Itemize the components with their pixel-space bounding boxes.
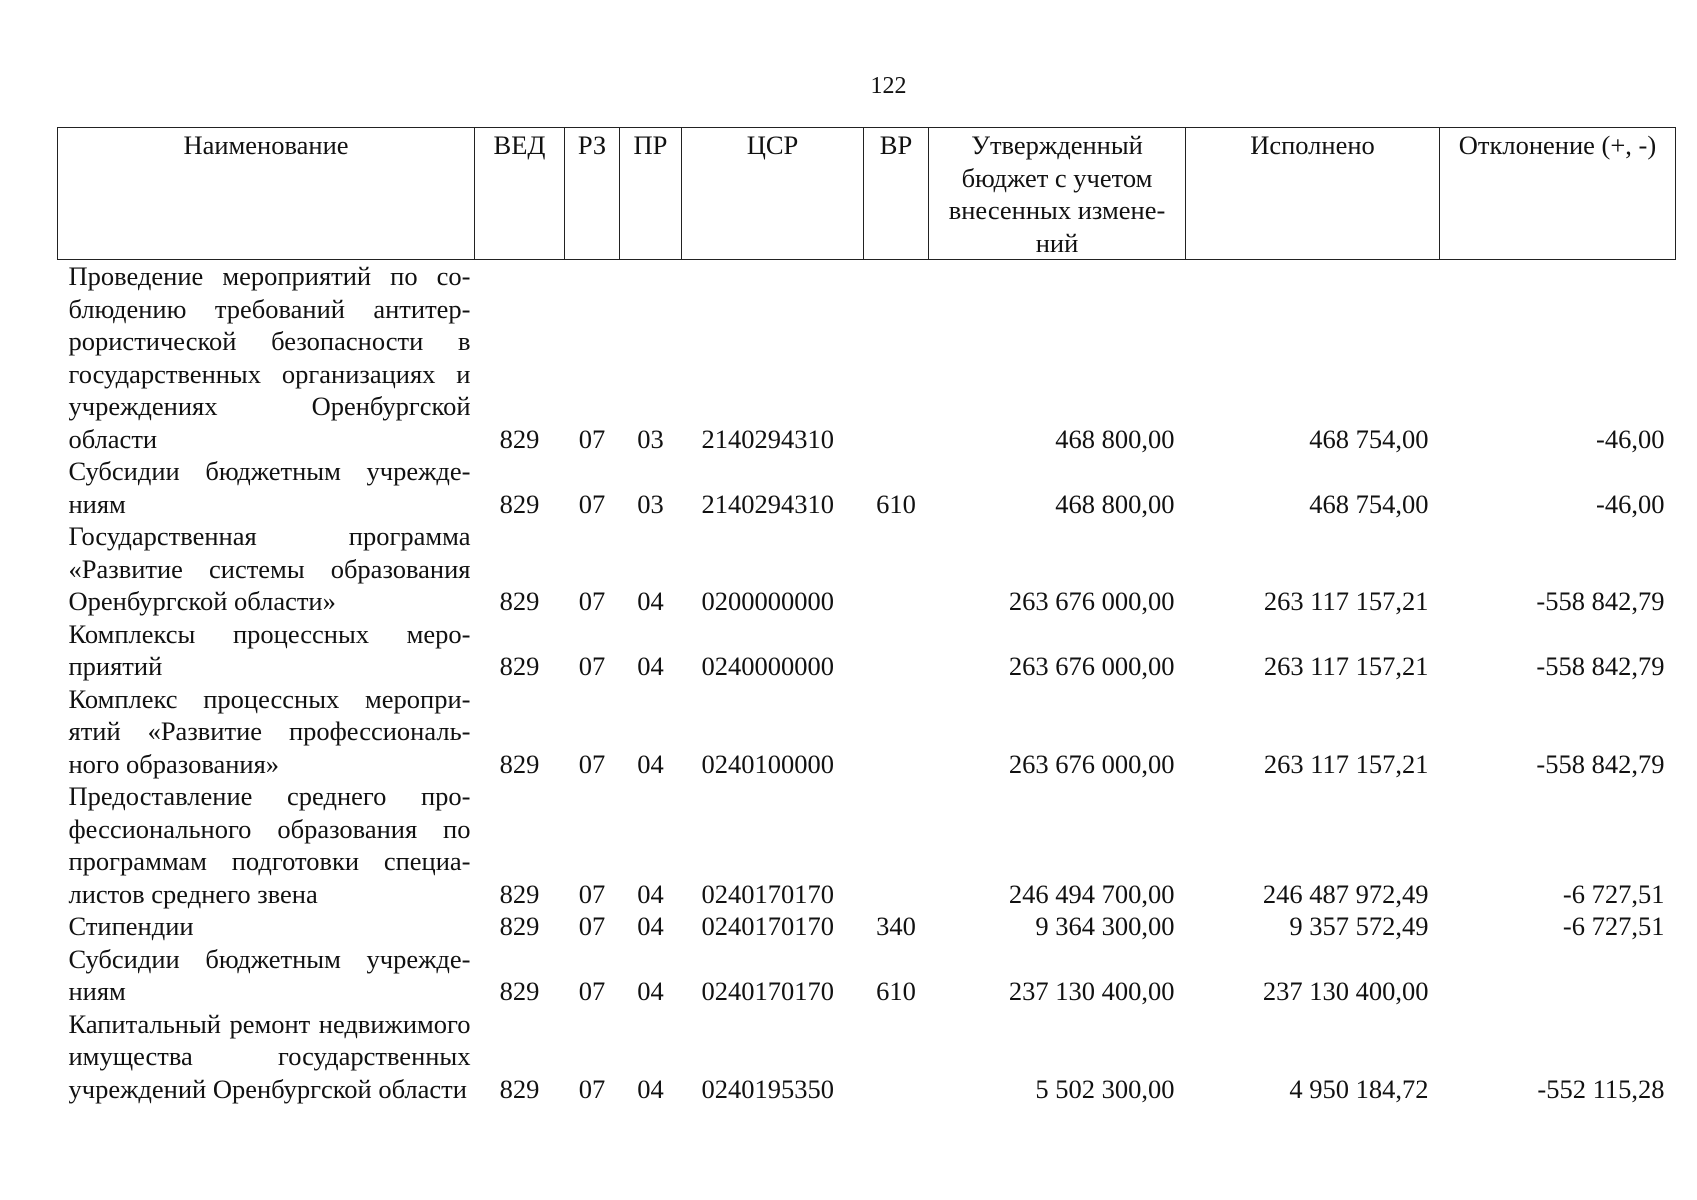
row-pr: 03 [637,423,664,454]
row-deviation: -46,00 [1596,488,1665,519]
row-executed: 9 357 572,49 [1289,911,1429,941]
row-ved: 829 [499,1073,540,1104]
row-csr: 0240170170 [701,911,834,941]
row-vr [864,683,929,781]
header-csr: ЦСР [682,128,864,260]
row-pr: 04 [637,1073,664,1104]
row-deviation: -552 115,28 [1537,1073,1665,1104]
row-vr [864,618,929,683]
row-executed: 263 117 157,21 [1263,586,1429,616]
row-approved: 468 800,00 [1055,488,1175,519]
row-vr [864,1008,929,1106]
row-approved: 468 800,00 [1055,423,1175,454]
row-csr: 0240195350 [701,1073,834,1104]
row-rz: 07 [578,748,606,779]
row-csr: 0240100000 [701,748,834,779]
header-ved: ВЕД [475,128,565,260]
row-rz: 07 [578,423,606,454]
header-approved-budget: Утвержденный бюджет с учетом внесенных изменений [929,128,1186,260]
table-row [58,943,1676,1008]
header-rz: РЗ [565,128,620,260]
row-approved: 5 502 300,00 [1035,1073,1175,1104]
row-deviation: -6 727,51 [1562,878,1665,909]
row-executed: 246 487 972,49 [1262,878,1429,909]
table-row [58,618,1676,683]
row-rz: 07 [578,878,606,909]
row-name: Субсидии бюджетным учреждениям [68,943,471,1006]
header-pr: ПР [620,128,682,260]
header-vr: ВР [864,128,929,260]
row-rz: 07 [578,911,606,941]
row-ved: 829 [499,976,540,1006]
row-csr: 0200000000 [701,586,834,616]
row-csr: 2140294310 [701,488,834,519]
row-vr [864,520,929,618]
row-deviation: -558 842,79 [1536,748,1665,779]
row-executed: 263 117 157,21 [1263,748,1429,779]
row-rz: 07 [578,976,606,1006]
row-executed: 237 130 400,00 [1262,976,1429,1006]
header-deviation: Отклонение (+, -) [1440,128,1676,260]
table-header [58,128,1676,260]
row-ved: 829 [499,748,540,779]
row-vr: 610 [876,976,916,1006]
row-pr: 04 [637,976,664,1006]
row-deviation: -46,00 [1596,423,1665,454]
row-name: Комплексы процессных мероприятий [68,618,471,681]
row-vr [864,260,929,456]
header-name: Наименование [58,128,475,260]
row-approved: 237 130 400,00 [1008,976,1175,1006]
row-approved: 263 676 000,00 [1008,651,1175,681]
row-approved: 263 676 000,00 [1008,748,1175,779]
row-name: Государственная программа «Развитие системы образования Оренбургской области» [68,521,471,616]
row-executed: 4 950 184,72 [1289,1073,1429,1104]
row-executed: 468 754,00 [1309,423,1429,454]
row-ved: 829 [499,911,540,941]
row-deviation [1440,943,1676,1008]
row-deviation: -558 842,79 [1536,586,1665,616]
row-csr: 0240170170 [701,878,834,909]
table-row [58,1008,1676,1106]
row-ved: 829 [499,423,540,454]
row-csr: 0240170170 [701,976,834,1006]
row-rz: 07 [578,651,606,681]
row-vr: 340 [876,911,916,941]
row-approved: 9 364 300,00 [1035,911,1175,941]
row-name: Стипендии [68,911,194,941]
table-row [58,520,1676,618]
row-csr: 2140294310 [701,423,834,454]
row-executed: 263 117 157,21 [1263,651,1429,681]
table-row [58,683,1676,781]
row-name: Предоставление среднего профессионального образования по программам подготовки специалистов среднего звена [68,781,471,909]
row-rz: 07 [578,1073,606,1104]
row-name: Субсидии бюджетным учреждениям [68,456,471,519]
row-approved: 246 494 700,00 [1008,878,1175,909]
row-csr: 0240000000 [701,651,834,681]
row-pr: 04 [637,748,664,779]
row-vr: 610 [876,488,916,519]
table-row [58,780,1676,910]
row-pr: 04 [637,878,664,909]
row-ved: 829 [499,878,540,909]
budget-execution-table [57,127,1676,1105]
row-approved: 263 676 000,00 [1008,586,1175,616]
row-ved: 829 [499,586,540,616]
header-row [58,128,1676,260]
page-number: 122 [870,73,907,99]
table-row [58,260,1676,456]
row-ved: 829 [499,488,540,519]
row-pr: 03 [637,488,664,519]
row-rz: 07 [578,586,606,616]
row-deviation: -558 842,79 [1536,651,1665,681]
row-name: Комплекс процессных мероприятий «Развитие профессионального образования» [68,683,471,779]
table-body [58,260,1676,1106]
row-pr: 04 [637,911,664,941]
row-vr [864,780,929,910]
row-pr: 04 [637,586,664,616]
row-name: Капитальный ремонт недвижимого имущества государственных учреждений Оренбургской области [68,1008,471,1104]
row-executed: 468 754,00 [1309,488,1429,519]
table-row [58,910,1676,943]
row-pr: 04 [637,651,664,681]
row-rz: 07 [578,488,606,519]
row-deviation: -6 727,51 [1562,911,1665,941]
table-row [58,455,1676,520]
row-ved: 829 [499,651,540,681]
row-name: Проведение мероприятий по соблюдению требований антитеррористической безопасности в государственных организациях и учреждениях Оренбургской области [68,261,471,454]
header-executed: Исполнено [1186,128,1440,260]
